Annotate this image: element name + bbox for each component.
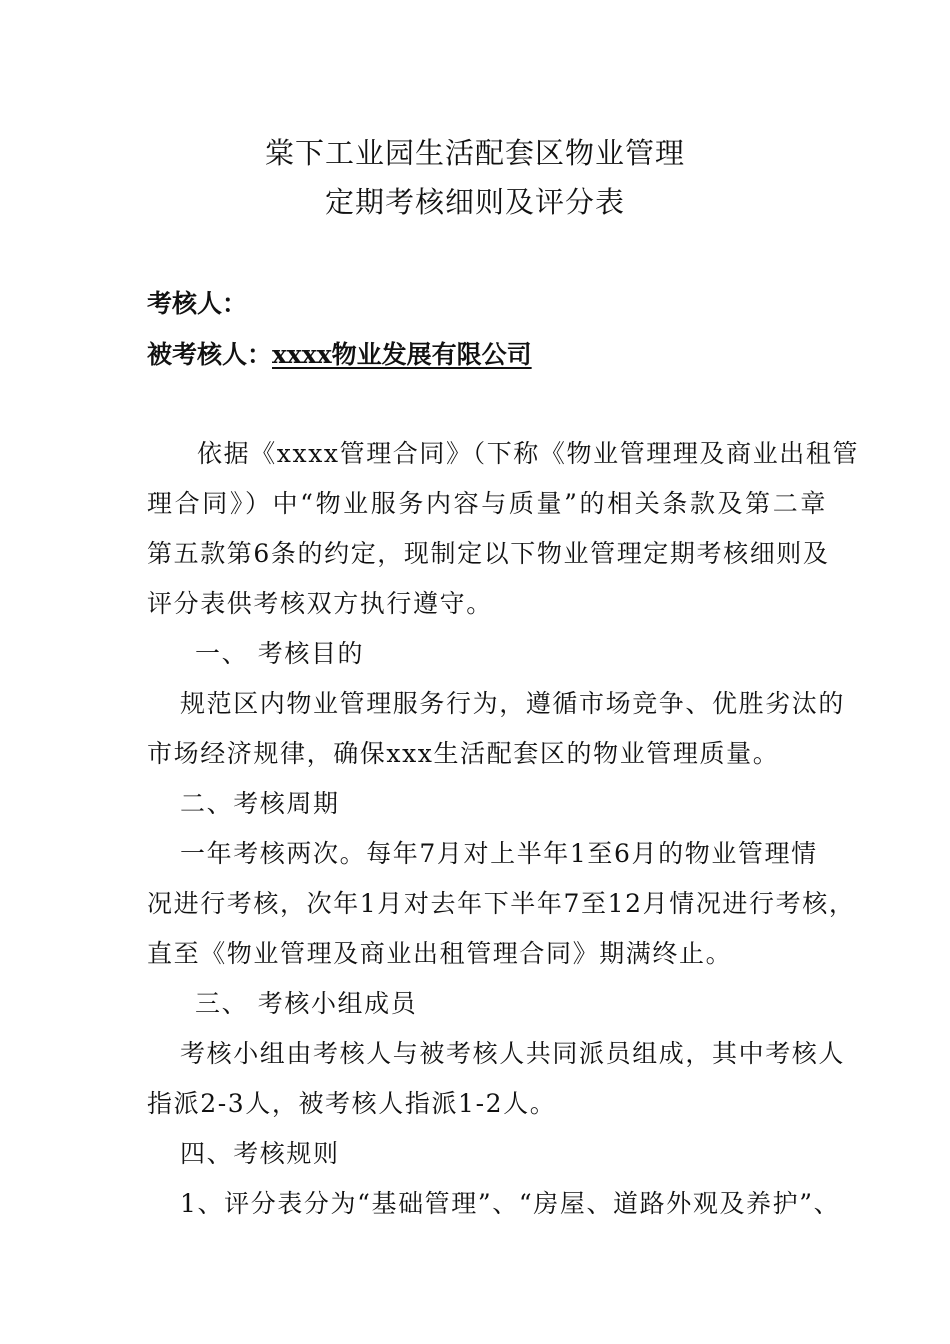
document-title-line-1: 棠下工业园生活配套区物业管理 — [264, 136, 685, 170]
document-title-line-2: 定期考核细则及评分表 — [324, 185, 625, 219]
examinee-line — [147, 335, 532, 371]
examiner-label: 考核人： — [147, 289, 248, 318]
section-1-heading: 一、 考核目的 — [195, 639, 365, 668]
intro-line-4: 评分表供考核双方执行遵守。 — [147, 589, 493, 618]
section-3-body-line-1: 考核小组由考核人与被考核人共同派员组成，其中考核人 — [180, 1039, 846, 1068]
section-1-body-line-2: 市场经济规律，确保xxx生活配套区的物业管理质量。 — [147, 739, 780, 768]
intro-line-1: 依据《xxxx管理合同》（下称《物业管理理及商业出租管 — [197, 439, 860, 468]
intro-line-2: 理合同》）中“物业服务内容与质量”的相关条款及第二章 — [147, 489, 827, 518]
examinee-company: xxxx物业发展有限公司 — [272, 340, 532, 369]
section-1-body-line-1: 规范区内物业管理服务行为，遵循市场竞争、优胜劣汰的 — [180, 689, 846, 718]
section-2-heading: 二、考核周期 — [180, 789, 340, 818]
section-4-body-line-1: 1、评分表分为“基础管理”、“房屋、道路外观及养护”、 — [180, 1189, 841, 1218]
intro-line-3: 第五款第6条的约定，现制定以下物业管理定期考核细则及 — [147, 539, 830, 568]
section-3-body-line-2: 指派2-3人，被考核人指派1-2人。 — [147, 1089, 557, 1118]
section-2-body-line-2: 况进行考核，次年1月对去年下半年7至12月情况进行考核， — [147, 889, 856, 918]
section-2-body-line-1: 一年考核两次。每年7月对上半年1至6月的物业管理情 — [180, 839, 818, 868]
section-3-heading: 三、 考核小组成员 — [195, 989, 418, 1018]
section-4-heading: 四、考核规则 — [180, 1139, 340, 1168]
examinee-label: 被考核人： — [147, 340, 273, 369]
section-2-body-line-3: 直至《物业管理及商业出租管理合同》期满终止。 — [147, 939, 733, 968]
